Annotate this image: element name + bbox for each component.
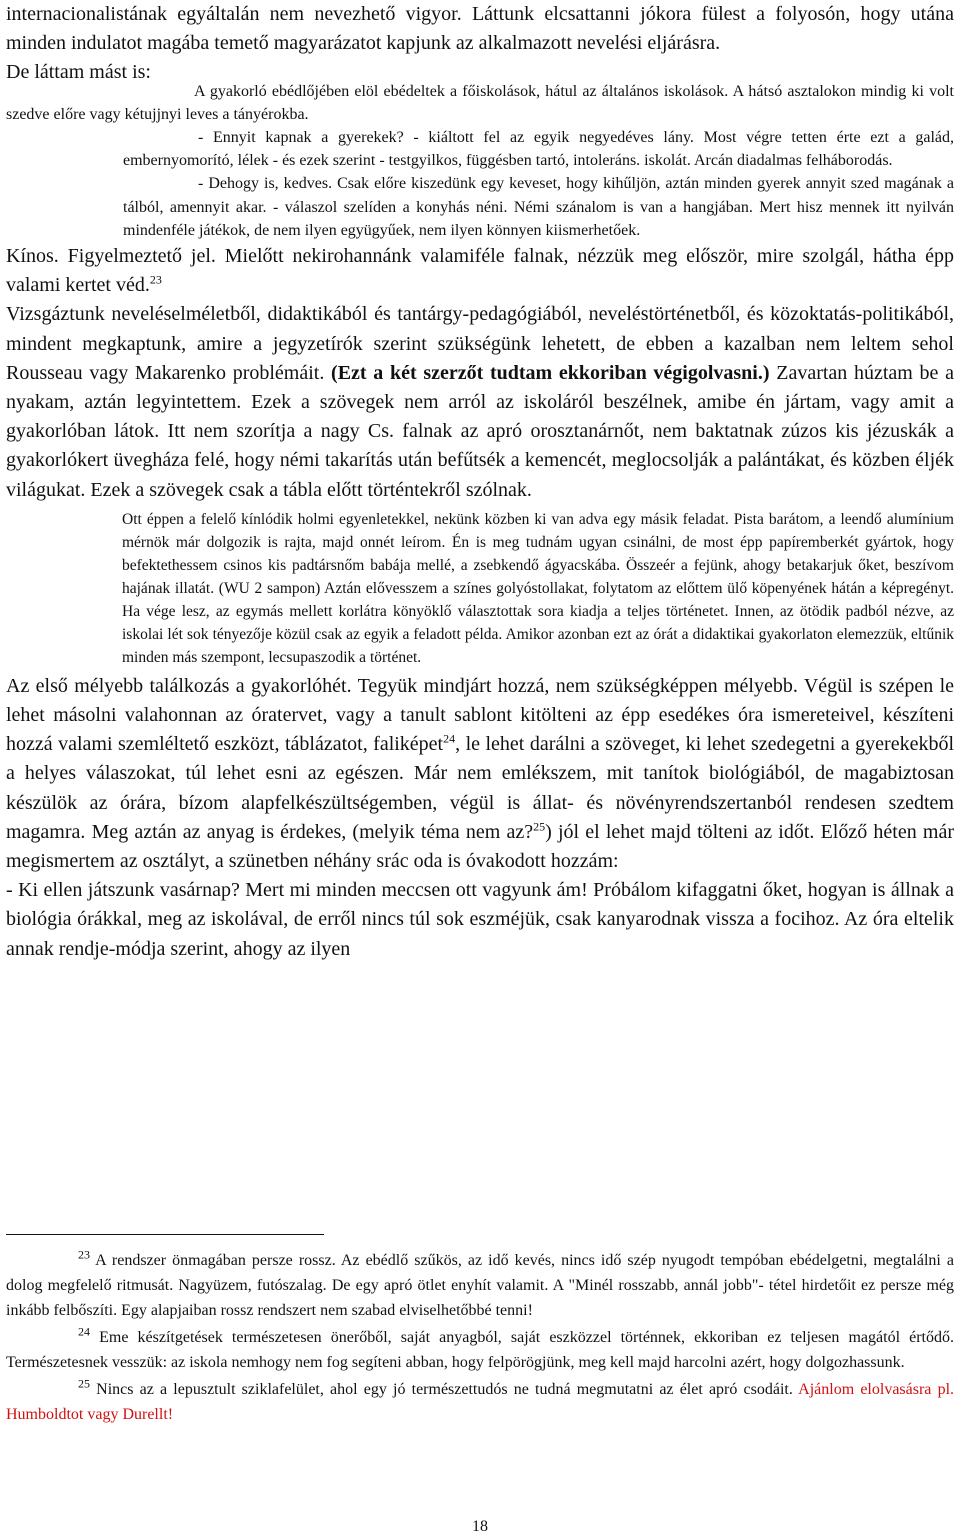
quote-1-first-text: A gyakorló ebédlőjében elöl ebédeltek a főiskolások, hátul az általános iskolások. A hátsó asztalokon mindig ki volt szedve előre vagy kétujjnyi leves a tányérokba. [6,82,954,123]
footnote-ref-24[interactable]: 24 [443,731,456,746]
footnote-23-text: A rendszer önmagában persze rossz. Az ebédlő szűkös, az idő kevés, nincs idő szép nyugodt tempóban ebédelgetni, megtalálni a dolog megfelelő ritmusát. Nagyüzem, futószalag. De egy apró ötlet enyhít valamit. A "Minél rosszabb, annál jobb"- tétel hirdetőit ez persze még inkább felbőszíti. Egy alapjaiban rossz rendszert nem szabad elviselhetőbbé tenni! [6,1252,954,1319]
paragraph-1: internacionalistának egyáltalán nem nevezhető vigyor. Láttunk elcsattanni jókora fülest a folyosón, hogy utána minden indulatot magába temető magyarázatot kapjunk az alkalmazott nevelési eljárásra. [6,3,954,55]
footnote-25 [6,1377,954,1427]
quote-block-2: Ott éppen a felelő kínlódik holmi egyenletekkel, nekünk közben ki van adva egy másik feladat. Pista barátom, a leendő alumínium mérnök már dolgozik is rajta, majd onnét leírom. Én is meg tudnám ugyan csinálni, de most épp papíremberkét gyártok, hogy befektethessem csinos kis padtársnőm babája mellé, a zsebkendő ágyacskába. Összeér a fejünk, ahogy betakarjuk őket, beszívom hajának illatát. (WU 2 sampon) Aztán elővesszem a színes golyóstollakat, folytatom az előttem ülő köpenyének hátán a képregényt. Ha vége lesz, az egymás mellett korlátra könyöklő választottak sora kiadja a teljes történetet. Innen, az ötödik padból nézve, az iskolai lét sok tényezője közül csak az egyik a feladott példa. Amikor azonban ezt az órát a didaktikai gyakorlaton elemezzük, eltűnik minden más szempont, lecsupaszodik a történet. [122,510,954,666]
paragraph-4 [6,300,954,504]
footnote-23 [6,1248,954,1323]
paragraph-3 [6,242,954,300]
footnote-25-text: Nincs az a lepusztult sziklafelület, ahol egy jó természettudós ne tudná megmutatni az élet apró csodáit. [96,1381,793,1398]
footnote-24 [6,1325,954,1375]
page-number: 18 [472,1518,488,1535]
paragraph-5-a: Az első mélyebb találkozás a gyakorlóhét. Tegyük mindjárt hozzá, nem szükségképpen mélyebb. Végül is szépen le lehet másolni valahonnan az óratervet, vagy a tanult sablont kitölteni az épp esedékes óra ismereteivel, készíteni hozzá valami szemléltető eszközt, táblázatot, faliképet [6,674,954,756]
paragraph-5-c: ) jól el lehet majd tölteni az időt. Előző héten már megismertem az osztályt, a szünetben néhány srác oda is óvakodott hozzám: [6,820,954,873]
quote-1-reply-text: - Dehogy is, kedves. Csak előre kiszedünk egy keveset, hogy kihűljön, aztán minden gyerek annyit szed magának a tálból, amennyit akar. - válaszol szelíden a konyhás néni. Némi szánalom is van a hangjában. Mert hisz mennek itt nyilván mindenféle játékok, de nem ilyen együgyűek, nem ilyen könnyen kiismerhetőek. [123,175,954,239]
footnote-24-number: 24 [78,1324,90,1339]
footnote-ref-23[interactable]: 23 [149,272,162,287]
paragraph-3-text: Kínos. Figyelmeztető jel. Mielőtt nekirohannánk valamiféle falnak, nézzük meg először, mire szolgál, hátha épp valami kertet véd. [6,245,954,297]
footnote-ref-25[interactable]: 25 [533,819,546,834]
footnote-25-number: 25 [78,1376,90,1391]
footnote-23-number: 23 [78,1247,90,1262]
quote-1-dialog [123,126,954,172]
quote-block-1 [6,80,954,242]
footnote-separator [6,1234,324,1235]
document-page [6,0,954,964]
footnote-25-recommendation: Ajánlom elolvasásra pl. Humboldtot vagy Durellt! [6,1381,955,1423]
paragraph-4-before: Vizsgáztunk neveléselméletből, didaktikából és tantárgy-pedagógiából, neveléstörténetből, és közoktatás-politikából, mindent megkaptunk, amire a jegyzetírók szerint szükségünk lehetett, de ebben a kazalban nem leltem sehol Rousseau vagy Makarenko problémáit. [6,303,954,384]
paragraph-4-bold: (Ezt a két szerzőt tudtam ekkoriban végigolvasni.) [331,361,770,384]
paragraph-6: - Ki ellen játszunk vasárnap? Mert mi minden meccsen ott vagyunk ám! Próbálom kifaggatni őket, hogyan is állnak a biológia órákkal, meg az iskolával, de erről nincs túl sok eszméjük, csak kanyarodnak vissza a focihoz. Az óra eltelik annak rendje-módja szerint, ahogy az ilyen [6,879,954,960]
paragraph-5-b: , le lehet darálni a szöveget, ki lehet szedegetni a gyerekekből a helyes válaszokat, túl lehet esni az egészen. Már nem emlékszem, mit tanítok biológiából, de magabiztosan készülök az órára, bízom alapfelkészültségemben, végül is állat- és növényrendszertanból rendesen szedtem magamra. Meg aztán az anyag is érdekes, (melyik téma nem az? [6,733,954,843]
paragraph-2-lead: De láttam mást is: [6,61,151,84]
footnotes [6,1248,954,1427]
quote-1-dialog-text: - Ennyit kapnak a gyerekek? - kiáltott fel az egyik negyedéves lány. Most végre tetten érte ezt a galád, embernyomorító, lélek - és ezek szerint - testgyilkos, függésben tartó, intoleráns. iskolát. Arcán diadalmas felháborodás. [123,129,954,170]
footnote-24-text: Eme készítgetések természetesen önerőből, saját anyagból, saját eszközzel történnek, ekkoriban ez teljesen magától értődő. Természetesnek vesszük: az iskola nemhogy nem fog segíteni abban, hogy felpörögjünk, meg kell majd harcolni azért, hogy dolgozhassunk. [6,1329,954,1371]
quote-1-reply [123,172,954,242]
paragraph-4-after: Zavartan húztam be a nyakam, aztán legyintettem. Ezek a szövegek nem arról az iskoláról beszélnek, amibe én jártam, vagy amit a gyakorlóban látok. Itt nem szorítja a nagy Cs. falnak az apró orosztanárnőt, nem baktatnak zúzos kis jézuskák a gyakorlókert üvegháza felé, hogy némi takarítás után befűtsék a kemencét, meglocsolják a palántákat, és közben éljék világukat. Ezek a szövegek csak a tábla előtt történtekről szólnak. [6,361,955,501]
paragraph-5 [6,672,954,876]
